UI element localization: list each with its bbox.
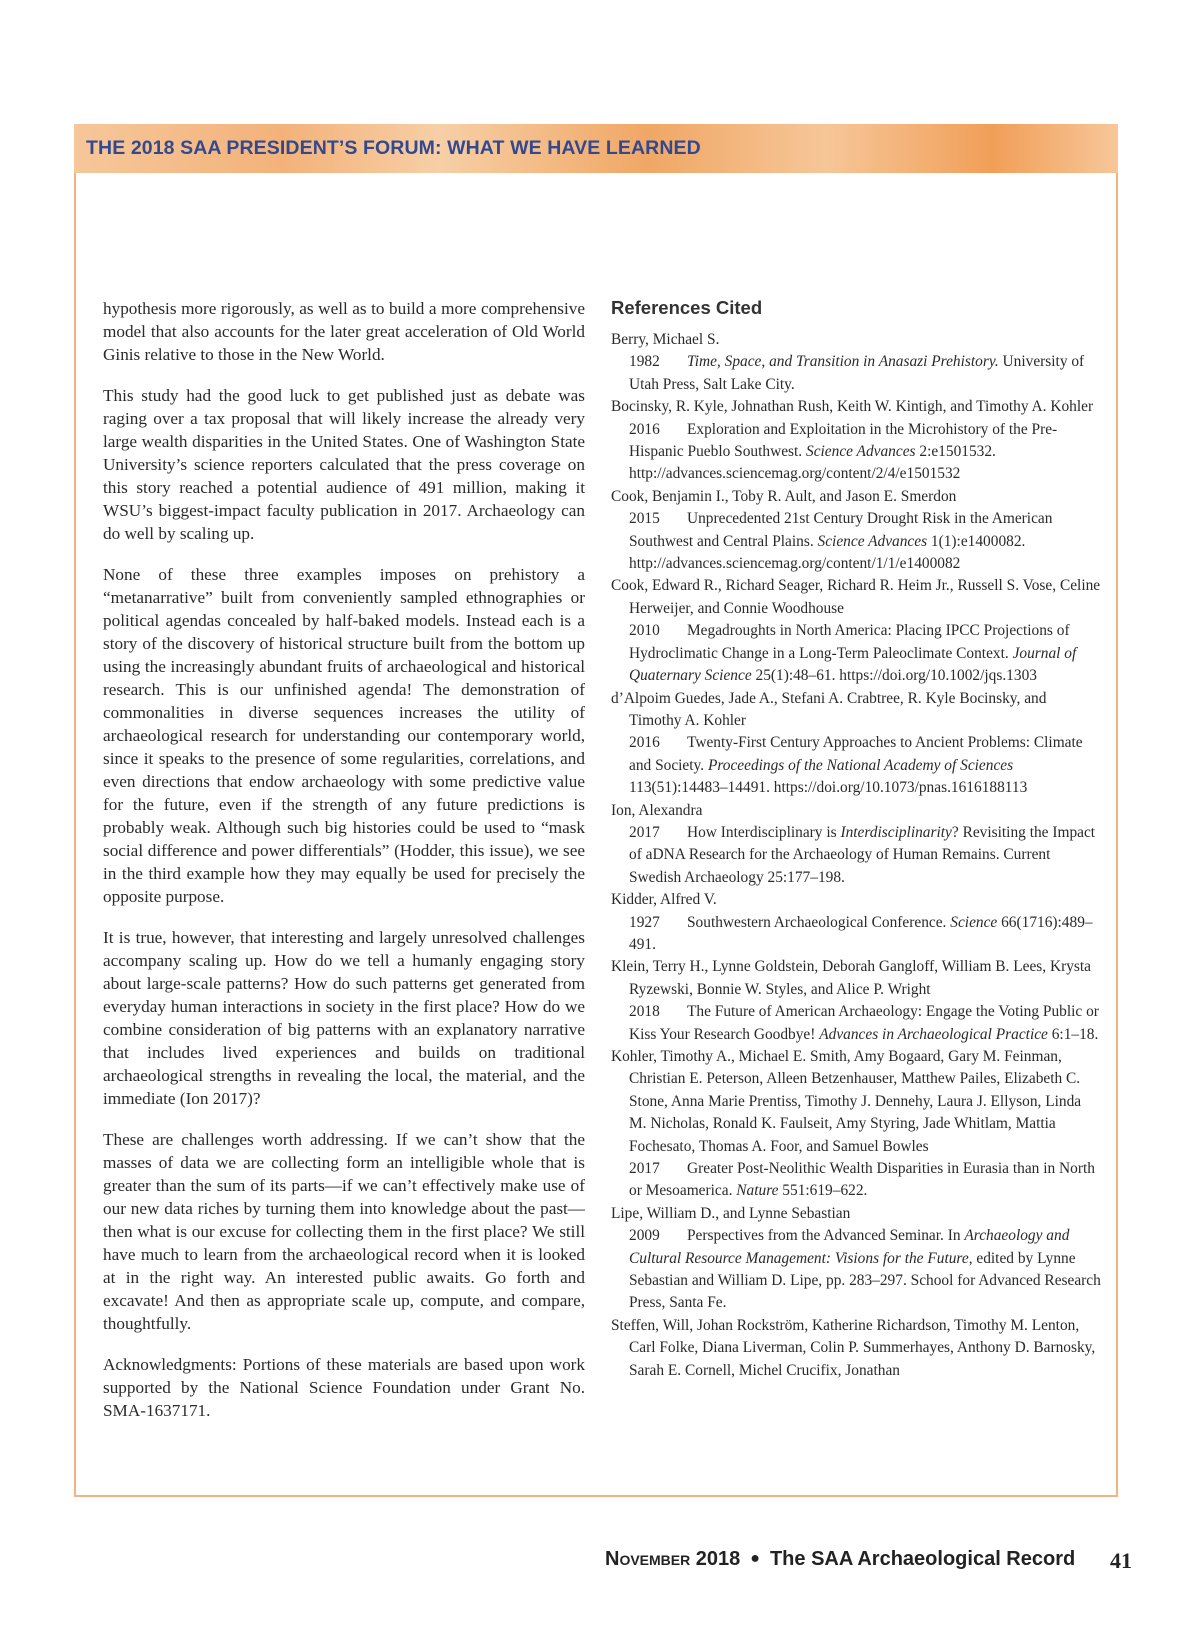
reference-author: Bocinsky, R. Kyle, Johnathan Rush, Keith W. Kintigh, and Timothy A. Kohler bbox=[611, 398, 1094, 416]
reference-title: Science Advances bbox=[806, 443, 916, 461]
reference-entry bbox=[611, 486, 1101, 576]
footer-month: November 2018 bbox=[605, 1548, 741, 1570]
reference-details: 113(51):14483–14491. https://doi.org/10.1073/pnas.1616188113 bbox=[629, 779, 1028, 797]
reference-citation bbox=[611, 508, 1101, 575]
reference-text: Perspectives from the Advanced Seminar. In bbox=[687, 1227, 965, 1245]
reference-title: Science bbox=[950, 913, 998, 931]
reference-entry bbox=[611, 1046, 1101, 1203]
reference-details: 2:e1501532. http://advances.sciencemag.org/content/2/4/e1501532 bbox=[629, 443, 996, 483]
references-column bbox=[611, 297, 1101, 1382]
bullet-icon: ● bbox=[750, 1550, 760, 1567]
reference-entry bbox=[611, 889, 1101, 956]
reference-details: 1(1):e1400082. http://advances.sciencemag.org/content/1/1/e1400082 bbox=[629, 532, 1026, 573]
reference-author: Berry, Michael S. bbox=[611, 331, 720, 348]
reference-text: Greater Post-Neolithic Wealth Disparities in Eurasia than in North or Mesoamerica. bbox=[629, 1160, 1095, 1200]
body-column bbox=[103, 297, 585, 1440]
reference-citation bbox=[611, 1001, 1101, 1046]
references-heading: References Cited bbox=[611, 297, 763, 318]
reference-title: Proceedings of the National Academy of Sciences bbox=[707, 756, 1014, 774]
reference-author: Steffen, Will, Johan Rockström, Katherine Richardson, Timothy M. Lenton, Carl Folke, Diana Liverman, Colin P. Summerhayes, Anthony D. Barnosky, Sarah E. Cornell, Michel Crucifix, Jonathan bbox=[611, 1316, 1096, 1379]
reference-text: Unprecedented 21st Century Drought Risk in the American Southwest and Central Plains. bbox=[629, 510, 1053, 550]
reference-details: ? Revisiting the Impact of aDNA Research for the Archaeology of Human Remains. Current Swedish Archaeology 25:177–198. bbox=[629, 823, 1096, 886]
reference-author: Kidder, Alfred V. bbox=[611, 891, 717, 909]
reference-year: 2015 bbox=[629, 510, 660, 528]
banner-title: THE 2018 SAA PRESIDENT’S FORUM: WHAT WE HAVE LEARNED bbox=[86, 137, 701, 159]
reference-year: 1927 bbox=[629, 913, 660, 931]
reference-entry bbox=[611, 329, 1101, 396]
reference-title: Time, Space, and Transition in Anasazi Prehistory. bbox=[687, 353, 999, 371]
reference-title: Advances in Archaeological Practice bbox=[819, 1025, 1048, 1043]
reference-year: 2010 bbox=[629, 622, 660, 640]
reference-text: The Future of American Archaeology: Engage the Voting Public or Kiss Your Research Goodbye! bbox=[629, 1003, 1099, 1043]
reference-author: Kohler, Timothy A., Michael E. Smith, Amy Bogaard, Gary M. Feinman, Christian E. Peterson, Alleen Betzenhauser, Matthew Pailes, Elizabeth C. Stone, Anna Marie Prentiss, Timothy J. Dennehy, Laura J. Ellyson, Linda M. Nicholas, Ronald K. Faulseit, Amy Styring, Jade Whitlam, Mattia Fochesato, Thomas A. Foor, and Samuel Bowles bbox=[611, 1048, 1082, 1155]
section-banner bbox=[74, 124, 1118, 173]
reference-text: Megadroughts in North America: Placing IPCC Projections of Hydroclimatic Change in a Long-Term Paleoclimate Context. bbox=[629, 622, 1070, 662]
reference-citation bbox=[611, 1225, 1101, 1315]
reference-year: 2018 bbox=[629, 1003, 660, 1021]
reference-entry bbox=[611, 396, 1101, 486]
reference-entry bbox=[611, 688, 1101, 800]
body-paragraph: This study had the good luck to get published just as debate was raging over a tax proposal that will likely increase the already very large wealth disparities in the United States. One of Washington State University’s science reporters calculated that the press coverage on this story reached a potential audience of 491 million, making it WSU’s biggest-impact faculty publication in 2017. Archaeology can do well by scaling up. bbox=[103, 386, 585, 543]
reference-entry bbox=[611, 800, 1101, 890]
reference-title: Interdisciplinarity bbox=[840, 823, 952, 841]
reference-year: 2016 bbox=[629, 420, 660, 438]
reference-title: Science Advances bbox=[817, 532, 928, 550]
reference-citation bbox=[611, 1158, 1101, 1203]
reference-citation bbox=[611, 419, 1101, 486]
page-number: 41 bbox=[1110, 1548, 1132, 1573]
reference-entry bbox=[611, 1203, 1101, 1315]
reference-text: Southwestern Archaeological Conference. bbox=[687, 913, 951, 931]
reference-text: How Interdisciplinary is bbox=[687, 823, 841, 841]
reference-year: 2009 bbox=[629, 1227, 660, 1245]
reference-details: 6:1–18. bbox=[1047, 1025, 1099, 1043]
body-paragraph: It is true, however, that interesting and largely unresolved challenges accompany scaling up. How do we tell a humanly engaging story about large-scale patterns? How do such patterns get generated from everyday human interactions in society in the first place? How do we combine consideration of big patterns with an explanatory narrative that includes lived experiences and builds on traditional archaeological strengths in revealing the local, the material, and the immediate (Ion 2017)? bbox=[103, 928, 585, 1108]
reference-title: Archaeology and Cultural Resource Management: Visions for the Future bbox=[629, 1227, 1070, 1267]
body-paragraph: None of these three examples imposes on prehistory a “metanarrative” built from conveniently sampled ethnographies or political agendas concealed by half-baked models. Instead each is a story of the discovery of historical structure built from the bottom up using the increasingly abundant fruits of archaeological and historical research. This is our unfinished agenda! The demonstration of commonalities in diverse sequences increases the utility of archaeological research for understanding our contemporary world, since it speaks to the presence of some regularities, correlations, and even directions that endow archaeology with some predictive value for the future, even if the strength of any future predictions is probably weak. Although such big histories could be used to “mask social difference and power differentials” (Hodder, this issue), we see in the third example how they may equally be used for precisely the opposite purpose. bbox=[103, 565, 585, 906]
reference-author: d’Alpoim Guedes, Jade A., Stefani A. Crabtree, R. Kyle Bocinsky, and Timothy A. Kohler bbox=[611, 689, 1047, 729]
reference-title: Journal of Quaternary Science bbox=[629, 644, 1077, 685]
reference-list bbox=[611, 329, 1101, 1382]
reference-text: Exploration and Exploitation in the Microhistory of the Pre-Hispanic Pueblo Southwest. bbox=[629, 420, 1058, 461]
reference-entry bbox=[611, 956, 1101, 1046]
body-paragraph: These are challenges worth addressing. If we can’t show that the masses of data we are collecting form an intelligible whole that is greater than the sum of its parts—if we can’t effectively make use of our new data riches by turning them into knowledge about the past—then what is our excuse for collecting them in the first place? We still have much to learn from the archaeological record when it is looked at in the right way. An interested public awaits. Go forth and excavate! And then as appropriate scale up, compute, and compare, thoughtfully. bbox=[103, 1130, 585, 1333]
reference-year: 2016 bbox=[629, 734, 660, 752]
reference-title: Nature bbox=[736, 1182, 779, 1200]
reference-citation bbox=[611, 620, 1101, 687]
reference-author: Ion, Alexandra bbox=[611, 801, 703, 819]
reference-details: 66(1716):489–491. bbox=[629, 913, 1093, 953]
reference-details: , edited by Lynne Sebastian and William D. Lipe, pp. 283–297. School for Advanced Research Press, Santa Fe. bbox=[629, 1249, 1101, 1312]
reference-year: 2017 bbox=[629, 1160, 660, 1178]
reference-details: University of Utah Press, Salt Lake City. bbox=[629, 353, 1085, 393]
reference-author: Klein, Terry H., Lynne Goldstein, Deborah Gangloff, William B. Lees, Krysta Ryzewski, Bonnie W. Styles, and Alice P. Wright bbox=[611, 958, 1092, 998]
acknowledgments-paragraph: Acknowledgments: Portions of these materials are based upon work supported by the National Science Foundation under Grant No. SMA-1637171. bbox=[103, 1355, 585, 1420]
reference-entry bbox=[611, 1315, 1101, 1382]
reference-author: Cook, Benjamin I., Toby R. Ault, and Jason E. Smerdon bbox=[611, 487, 957, 505]
reference-year: 1982 bbox=[629, 353, 660, 371]
reference-details: 25(1):48–61. https://doi.org/10.1002/jqs.1303 bbox=[751, 667, 1037, 685]
reference-author: Cook, Edward R., Richard Seager, Richard R. Heim Jr., Russell S. Vose, Celine Herweijer, and Connie Woodhouse bbox=[611, 577, 1101, 617]
page-footer bbox=[605, 1548, 1075, 1571]
reference-text: Twenty-First Century Approaches to Ancient Problems: Climate and Society. bbox=[629, 734, 1083, 774]
reference-entry bbox=[611, 575, 1101, 687]
reference-details: 551:619–622. bbox=[778, 1182, 868, 1200]
body-paragraph: hypothesis more rigorously, as well as to build a more comprehensive model that also accounts for the later great acceleration of Old World Ginis relative to those in the New World. bbox=[103, 299, 585, 364]
reference-citation bbox=[611, 732, 1101, 799]
reference-citation bbox=[611, 912, 1101, 957]
footer-journal: The SAA Archaeological Record bbox=[769, 1548, 1076, 1570]
reference-citation bbox=[611, 351, 1101, 396]
reference-year: 2017 bbox=[629, 823, 660, 841]
reference-citation bbox=[611, 822, 1101, 889]
reference-author: Lipe, William D., and Lynne Sebastian bbox=[611, 1204, 851, 1222]
